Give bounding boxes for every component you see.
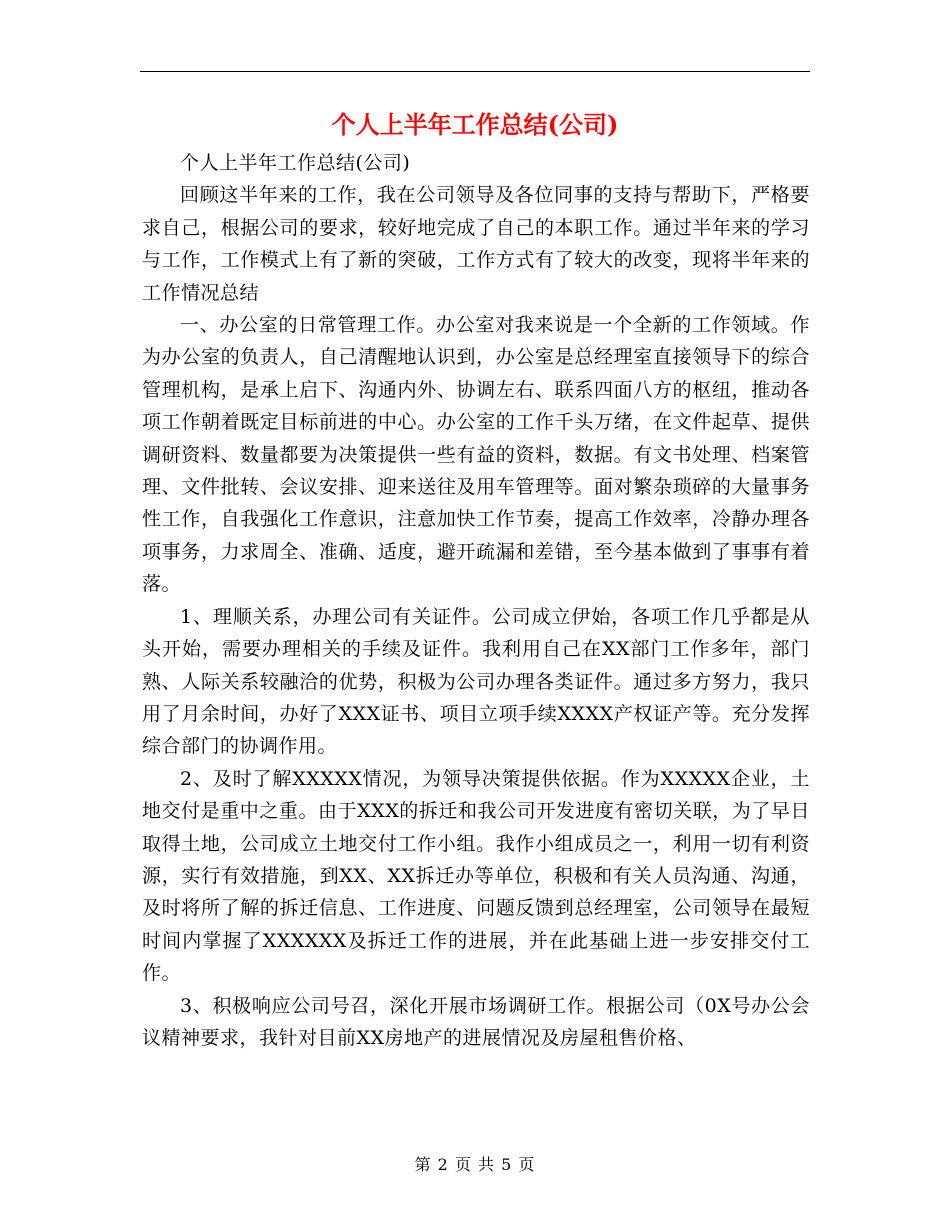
document-title: 个人上半年工作总结(公司) [331, 110, 619, 139]
document-body [142, 147, 810, 1054]
page-number-label: 第 2 页 共 5 页 [414, 1155, 536, 1174]
paragraph-item-1: 1、理顺关系，办理公司有关证件。公司成立伊始，各项工作几乎都是从头开始，需要办理相关的手续及证件。我利用自己在XX部门工作多年，部门熟、人际关系较融洽的优势，积极为公司办理各类证件。通过多方努力，我只用了月余时间，办好了XXX证书、项目立项手续XXXX产权证产等。充分发挥综合部门的协调作用。 [142, 605, 810, 758]
paragraph-item-2: 2、及时了解XXXXX情况，为领导决策提供依据。作为XXXXX企业，土地交付是重中之重。由于XXX的拆迁和我公司开发进度有密切关联，为了早日取得土地，公司成立土地交付工作小组。我作小组成员之一，利用一切有利资源，实行有效措施，到XX、XX拆迁办等单位，积极和有关人员沟通、沟通，及时将所了解的拆迁信息、工作进度、问题反馈到总经理室，公司领导在最短时间内掌握了XXXXXX及拆迁工作的进展，并在此基础上进一步安排交付工作。 [142, 767, 810, 985]
paragraph-subtitle: 个人上半年工作总结(公司) [180, 152, 411, 174]
page-footer [0, 1153, 950, 1177]
paragraph-section-1: 一、办公室的日常管理工作。办公室对我来说是一个全新的工作领域。作为办公室的负责人，自己清醒地认识到，办公室是总经理室直接领导下的综合管理机构，是承上启下、沟通内外、协调左右、联系四面八方的枢纽，推动各项工作朝着既定目标前进的中心。办公室的工作千头万绪，在文件起草、提供调研资料、数量都要为决策提供一些有益的资料，数据。有文书处理、档案管理、文件批转、会议安排、迎来送往及用车管理等。面对繁杂琐碎的大量事务性工作，自我强化工作意识，注意加快工作节奏，提高工作效率，冷静办理各项事务，力求周全、准确、适度，避开疏漏和差错，至今基本做到了事事有着落。 [142, 314, 810, 596]
header-rule [140, 71, 810, 72]
paragraph-intro: 回顾这半年来的工作，我在公司领导及各位同事的支持与帮助下，严格要求自己，根据公司的要求，较好地完成了自己的本职工作。通过半年来的学习与工作，工作模式上有了新的突破，工作方式有了较大的改变，现将半年来的工作情况总结 [142, 184, 810, 304]
paragraph-item-3: 3、积极响应公司号召，深化开展市场调研工作。根据公司（0X号办公会议精神要求，我针对目前XX房地产的进展情况及房屋租售价格、 [142, 994, 810, 1049]
